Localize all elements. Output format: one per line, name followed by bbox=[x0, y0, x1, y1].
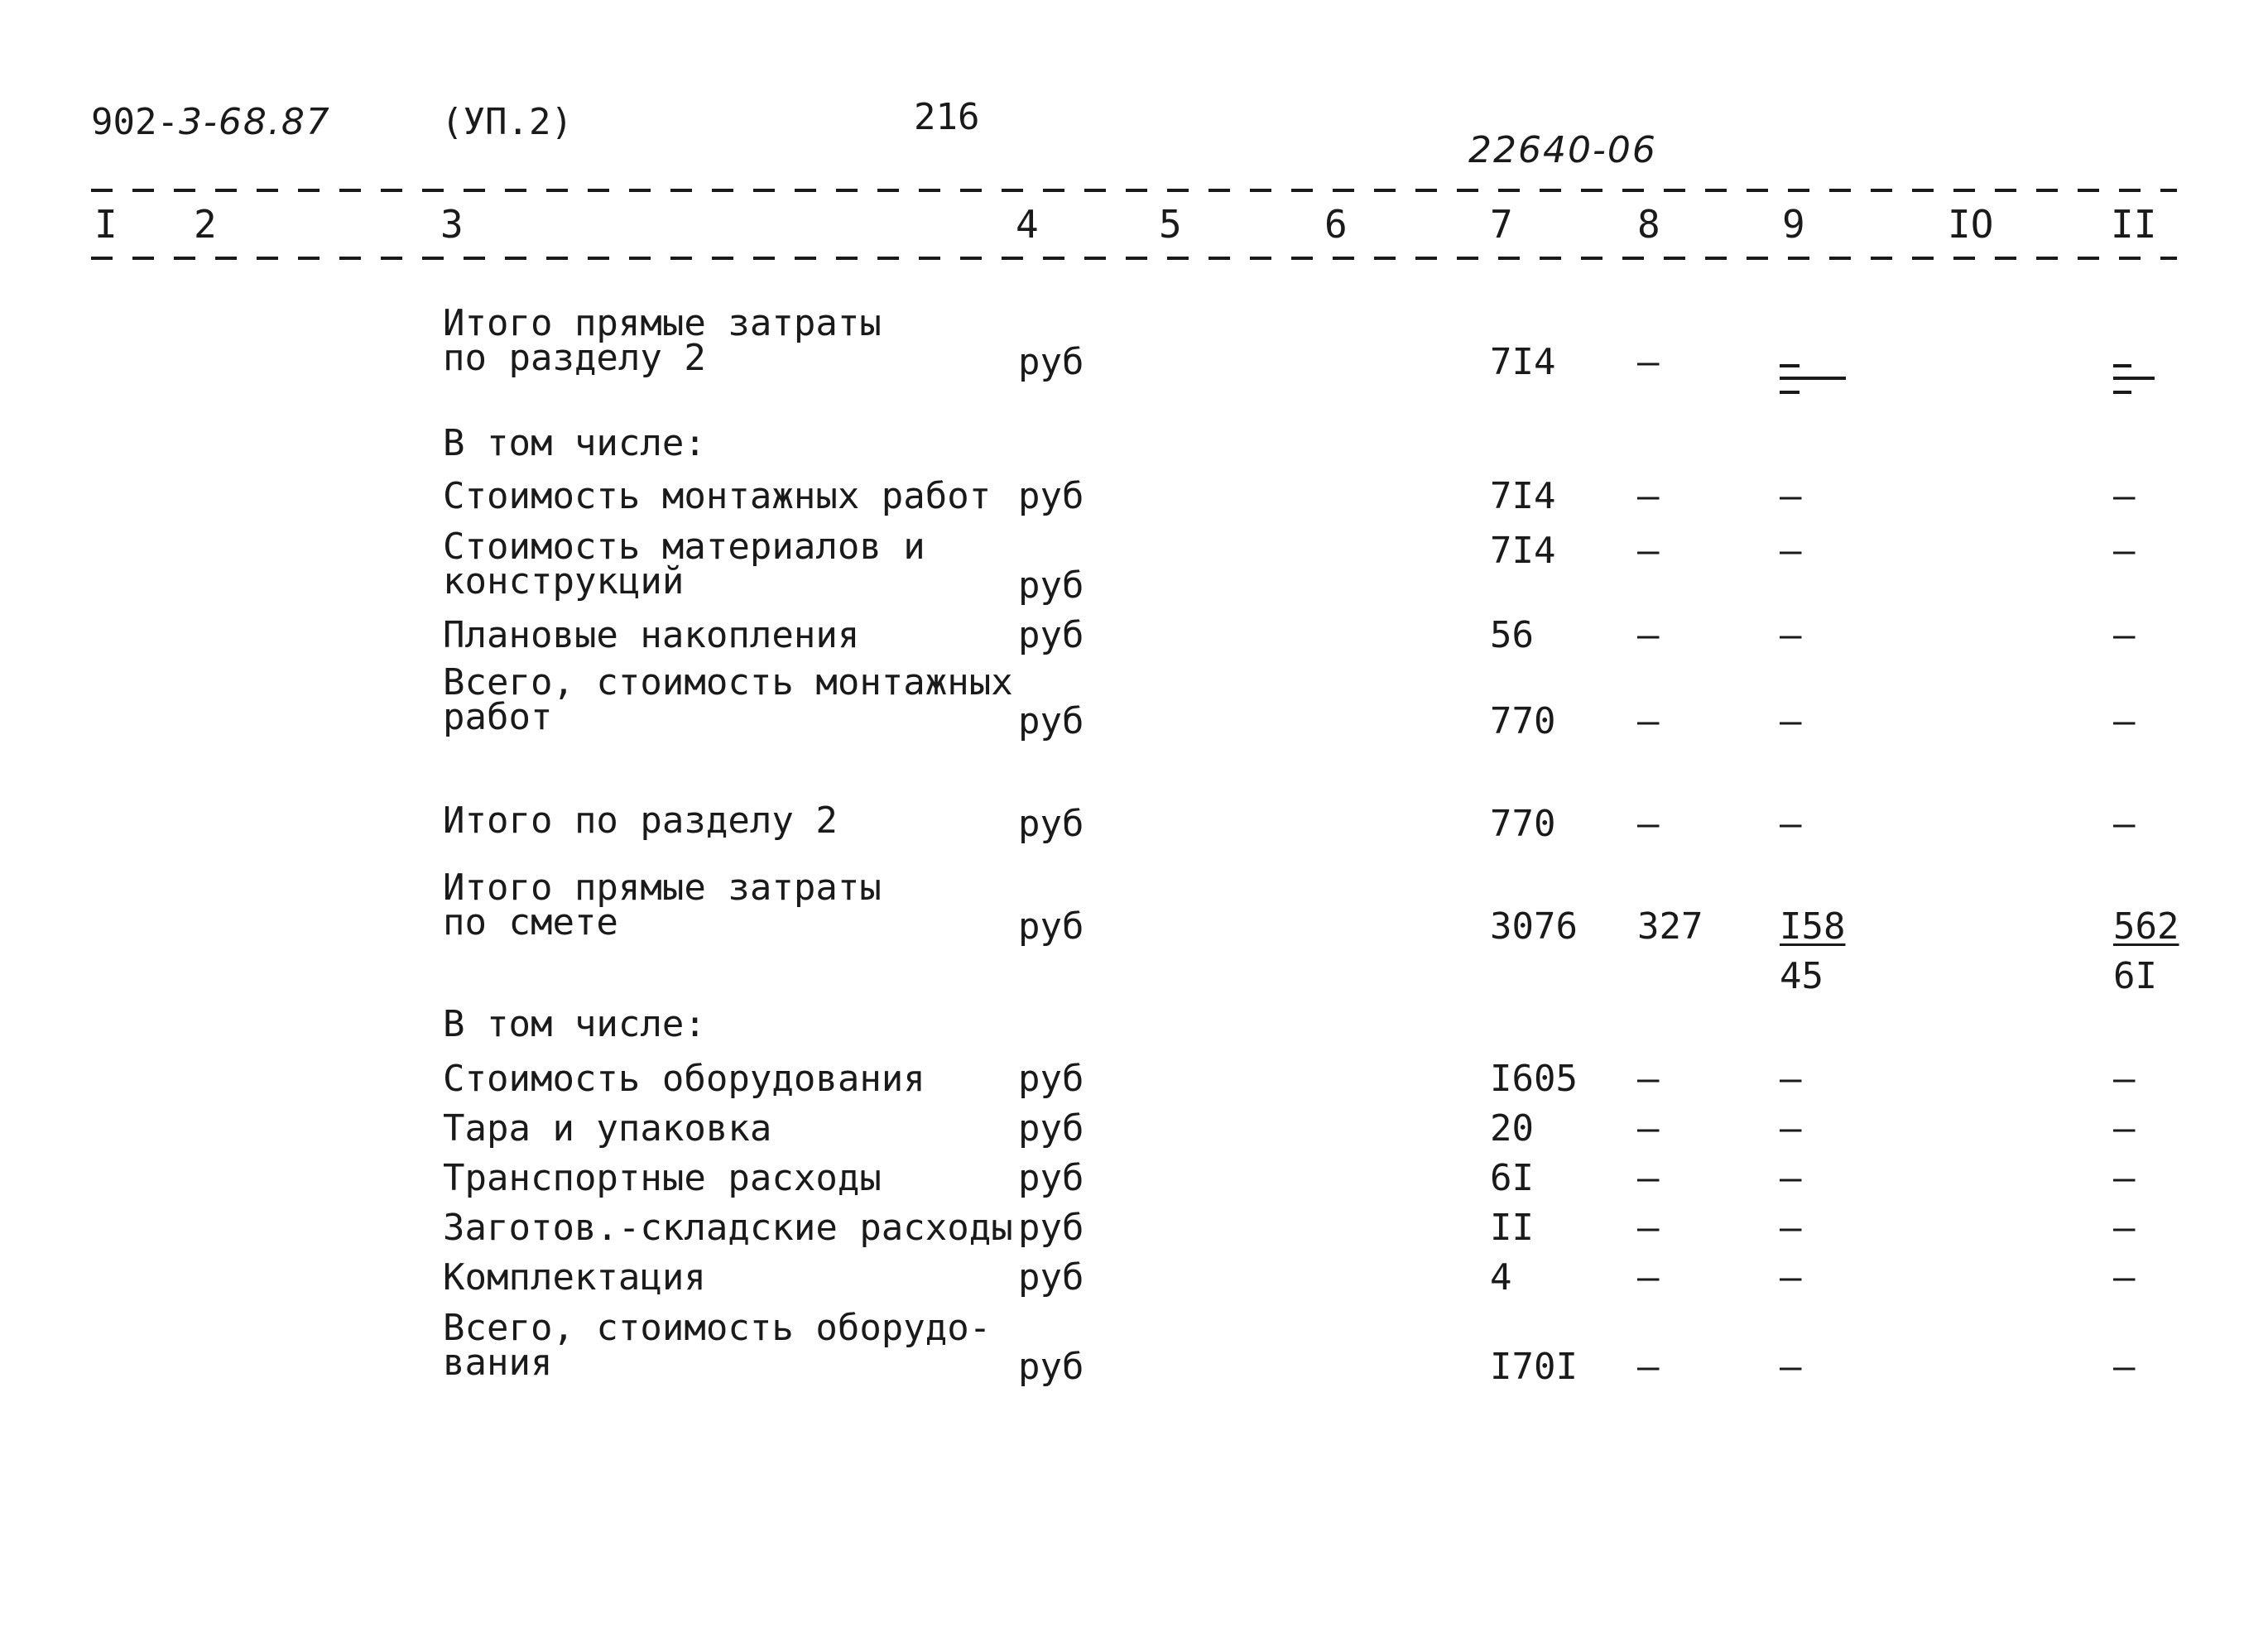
row-label: Заготов.-складские расходы bbox=[443, 1207, 1013, 1249]
cell-col8: – bbox=[1637, 1346, 1660, 1388]
cell-col9: – bbox=[1780, 1107, 1802, 1150]
cell-col7: II bbox=[1490, 1207, 1534, 1249]
cell-col11: – bbox=[2113, 1256, 2136, 1299]
cell-col8: – bbox=[1637, 614, 1660, 656]
subsection-heading: В том числе: bbox=[443, 1003, 706, 1045]
row-unit: руб bbox=[1018, 1346, 1084, 1388]
row-label: Итого прямые затраты по смете bbox=[443, 867, 882, 943]
column-number: I bbox=[94, 202, 118, 247]
row-label: Всего, стоимость оборудо- вания bbox=[443, 1307, 992, 1384]
cell-col11: – bbox=[2113, 530, 2136, 572]
column-number: 7 bbox=[1490, 202, 1513, 247]
row-unit: руб bbox=[1018, 1207, 1084, 1249]
row-label: Стоимость материалов и конструкций bbox=[443, 526, 925, 603]
row-label: Комплектация bbox=[443, 1256, 706, 1299]
document-code bbox=[91, 101, 331, 143]
row-unit: руб bbox=[1018, 1058, 1084, 1100]
cell-col7: 7I4 bbox=[1490, 530, 1556, 572]
cell-col11: – bbox=[2113, 1058, 2136, 1100]
cell-col9: – bbox=[1780, 475, 1802, 517]
cell-col7: 7I4 bbox=[1490, 341, 1556, 383]
row-unit: руб bbox=[1018, 905, 1084, 948]
cell-col11: – bbox=[2113, 1157, 2136, 1199]
cell-col9: – bbox=[1780, 803, 1802, 845]
album-number: (УП.2) bbox=[441, 101, 573, 143]
document-code-handwritten: 3-68.87 bbox=[178, 101, 331, 143]
cell-col9: – bbox=[1780, 700, 1802, 742]
cell-col11: – bbox=[2113, 1207, 2136, 1249]
cell-col9-denominator: 45 bbox=[1780, 955, 1824, 997]
cell-col8: – bbox=[1637, 475, 1660, 517]
row-unit: руб bbox=[1018, 341, 1084, 383]
cell-col11: – bbox=[2113, 475, 2136, 517]
cell-col11-numerator: 562 bbox=[2113, 905, 2179, 948]
cell-col8: – bbox=[1637, 1256, 1660, 1299]
cell-col9: – bbox=[1780, 530, 1802, 572]
row-unit: руб bbox=[1018, 564, 1084, 607]
cell-col11: – bbox=[2113, 700, 2136, 742]
subsection-heading: В том числе: bbox=[443, 422, 706, 464]
table-header-rule bbox=[91, 257, 2177, 260]
column-number: 4 bbox=[1016, 202, 1039, 247]
cell-col11-denominator: 6I bbox=[2113, 955, 2157, 997]
row-label: Итого прямые затраты по разделу 2 bbox=[443, 302, 882, 379]
document-code-series: 902- bbox=[91, 101, 179, 143]
cell-col8: – bbox=[1637, 1157, 1660, 1199]
row-unit: руб bbox=[1018, 1157, 1084, 1199]
row-label: Стоимость монтажных работ bbox=[443, 475, 992, 517]
column-number: 9 bbox=[1782, 202, 1805, 247]
cell-col9: – bbox=[1780, 614, 1802, 656]
inventory-number: 22640-06 bbox=[1468, 129, 1657, 171]
cell-col7: 56 bbox=[1490, 614, 1534, 656]
cell-col9: – bbox=[1780, 1256, 1802, 1299]
page-number: 216 bbox=[914, 96, 980, 138]
cell-col7: I70I bbox=[1490, 1346, 1578, 1388]
column-number: II bbox=[2111, 202, 2157, 247]
cell-col8: 327 bbox=[1637, 905, 1703, 948]
row-unit: руб bbox=[1018, 614, 1084, 656]
cell-col8: – bbox=[1637, 530, 1660, 572]
cell-col7: 770 bbox=[1490, 700, 1556, 742]
column-number: 8 bbox=[1637, 202, 1660, 247]
column-number: 6 bbox=[1324, 202, 1348, 247]
cell-col8: – bbox=[1637, 1207, 1660, 1249]
column-number: 3 bbox=[440, 202, 464, 247]
cell-col7: 7I4 bbox=[1490, 475, 1556, 517]
cell-col7: 770 bbox=[1490, 803, 1556, 845]
cell-col8: – bbox=[1637, 1107, 1660, 1150]
row-label: Тара и упаковка bbox=[443, 1107, 772, 1150]
row-unit: руб bbox=[1018, 803, 1084, 845]
row-label: Всего, стоимость монтажных работ bbox=[443, 661, 1013, 738]
cell-col9: – bbox=[1780, 1346, 1802, 1388]
row-unit: руб bbox=[1018, 475, 1084, 517]
column-number: 2 bbox=[194, 202, 217, 247]
row-unit: руб bbox=[1018, 1107, 1084, 1150]
row-label: Транспортные расходы bbox=[443, 1157, 882, 1199]
cell-col8: – bbox=[1637, 341, 1660, 383]
cell-col9: – bbox=[1780, 1058, 1802, 1100]
column-number: IO bbox=[1948, 202, 1994, 247]
cell-col11: – bbox=[2113, 614, 2136, 656]
table-top-rule bbox=[91, 189, 2177, 192]
cell-col8: – bbox=[1637, 1058, 1660, 1100]
cell-col9: – bbox=[1780, 1157, 1802, 1199]
column-number: 5 bbox=[1159, 202, 1182, 247]
cell-col7: 20 bbox=[1490, 1107, 1534, 1150]
row-label: Плановые накопления bbox=[443, 614, 860, 656]
row-unit: руб bbox=[1018, 700, 1084, 742]
cell-col11: – bbox=[2113, 1346, 2136, 1388]
row-unit: руб bbox=[1018, 1256, 1084, 1299]
cell-col7: 4 bbox=[1490, 1256, 1512, 1299]
cell-col8: – bbox=[1637, 803, 1660, 845]
cell-col7: I605 bbox=[1490, 1058, 1578, 1100]
row-label: Стоимость оборудования bbox=[443, 1058, 925, 1100]
row-label: Итого по разделу 2 bbox=[443, 799, 838, 842]
cell-col8: – bbox=[1637, 700, 1660, 742]
cell-col9: – bbox=[1780, 1207, 1802, 1249]
cell-col11: – bbox=[2113, 803, 2136, 845]
cell-col7: 3076 bbox=[1490, 905, 1578, 948]
cell-col9-numerator: I58 bbox=[1780, 905, 1846, 948]
cell-col7: 6I bbox=[1490, 1157, 1534, 1199]
cell-col11: – bbox=[2113, 1107, 2136, 1150]
